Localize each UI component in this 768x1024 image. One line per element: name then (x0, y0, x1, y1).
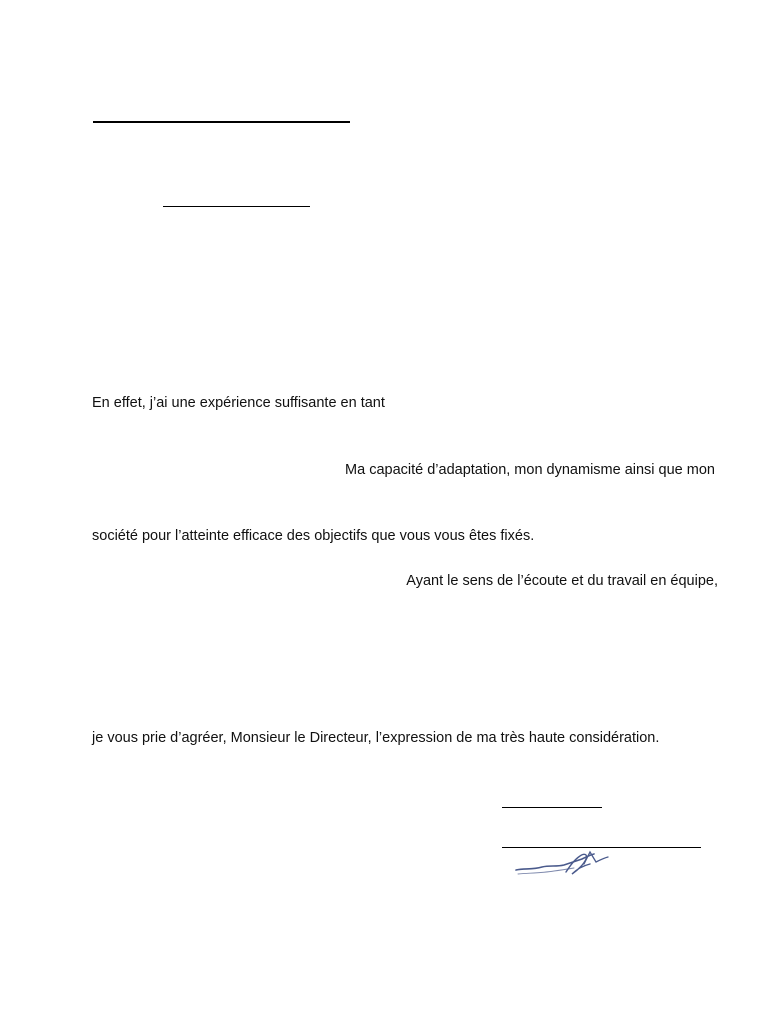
signature-stroke-peak (584, 852, 608, 864)
paragraph-adaptation: Ma capacité d’adaptation, mon dynamisme ainsi que mon (345, 462, 715, 478)
signature-stroke-main (516, 854, 594, 870)
signature-stroke-loop (566, 854, 590, 874)
sender-name-blank (93, 121, 350, 123)
date-blank (163, 206, 310, 207)
paragraph-experience: En effet, j’ai une expérience suffisante en tant (92, 395, 385, 411)
paragraph-objectives: société pour l’atteinte efficace des objectifs que vous vous êtes fixés. (92, 528, 535, 544)
signatory-title-blank (502, 807, 602, 808)
closing-formula: je vous prie d’agréer, Monsieur le Directeur, l’expression de ma très haute considération. (92, 730, 660, 746)
paragraph-teamwork: Ayant le sens de l’écoute et du travail en équipe, (406, 573, 718, 589)
handwritten-signature (512, 846, 612, 886)
